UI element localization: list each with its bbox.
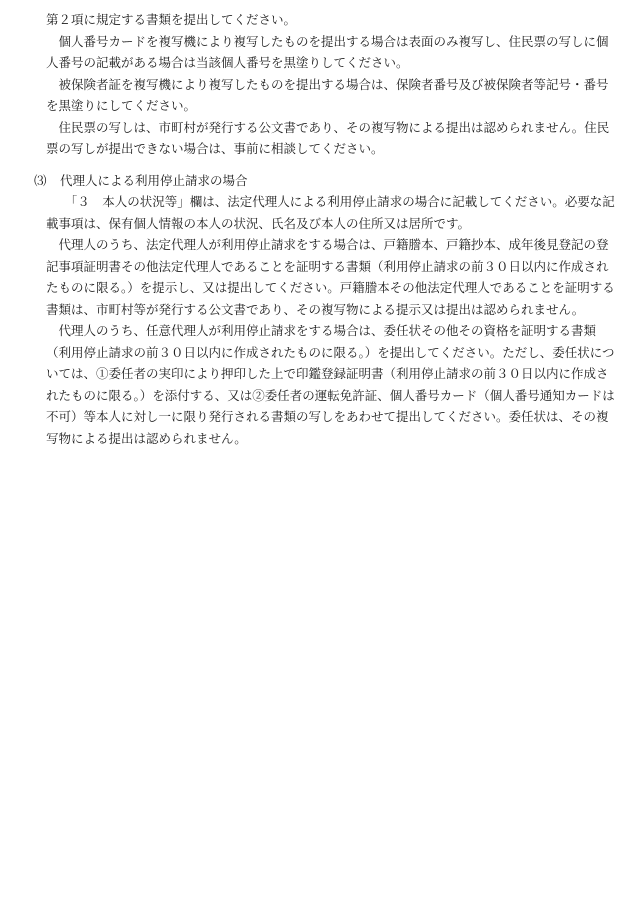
paragraph: 代理人のうち、法定代理人が利用停止請求をする場合は、戸籍謄本、戸籍抄本、成年後見登記の登記事項証明書その他法定代理人であることを証明する書類（利用停止請求の前３０日以内に作成されたものに限る。）を提示し、又は提出してください。戸籍謄本その他法定代理人であることを証明する書類は、市町村等が発行する公文書であり、その複写物による提示又は提出は認められません。 bbox=[46, 237, 615, 317]
paragraph: 「３ 本人の状況等」欄は、法定代理人による利用停止請求の場合に記載してください。必要な記載事項は、保有個人情報の本人の状況、氏名及び本人の住所又は居所です。 bbox=[46, 194, 615, 231]
paragraph: 代理人のうち、任意代理人が利用停止請求をする場合は、委任状その他その資格を証明する書類（利用停止請求の前３０日以内に作成されたものに限る。）を提出してください。ただし、委任状については、①委任者の実印により押印した上で印鑑登録証明書（利用停止請求の前３０日以内に作成されたものに限る。）を添付する、又は②委任者の運転免許証、個人番号カード（個人番号通知カードは不可）等本人に対し一に限り発行される書類の写しをあわせて提出してください。委任状は、その複写物による提出は認められません。 bbox=[46, 323, 615, 446]
section-3-heading bbox=[34, 170, 618, 192]
document-page bbox=[0, 9, 630, 449]
paragraph: 住民票の写しは、市町村が発行する公文書であり、その複写物による提出は認められません。住民票の写しが提出できない場合は、事前に相談してください。 bbox=[46, 119, 610, 156]
section-gap bbox=[0, 160, 630, 170]
section-number: ⑶ bbox=[34, 172, 47, 188]
section-title: 代理人による利用停止請求の場合 bbox=[60, 172, 248, 188]
section-3-body bbox=[46, 191, 618, 449]
paragraph: 第２項に規定する書類を提出してください。 bbox=[46, 12, 297, 27]
paragraph: 被保険者証を複写機により複写したものを提出する場合は、保険者番号及び被保険者等記号・番号を黒塗りにしてください。 bbox=[46, 76, 609, 113]
section-2-continuation bbox=[46, 9, 618, 160]
paragraph: 個人番号カードを複写機により複写したものを提出する場合は表面のみ複写し、住民票の写しに個人番号の記載がある場合は当該個人番号を黒塗りしてください。 bbox=[46, 33, 609, 70]
